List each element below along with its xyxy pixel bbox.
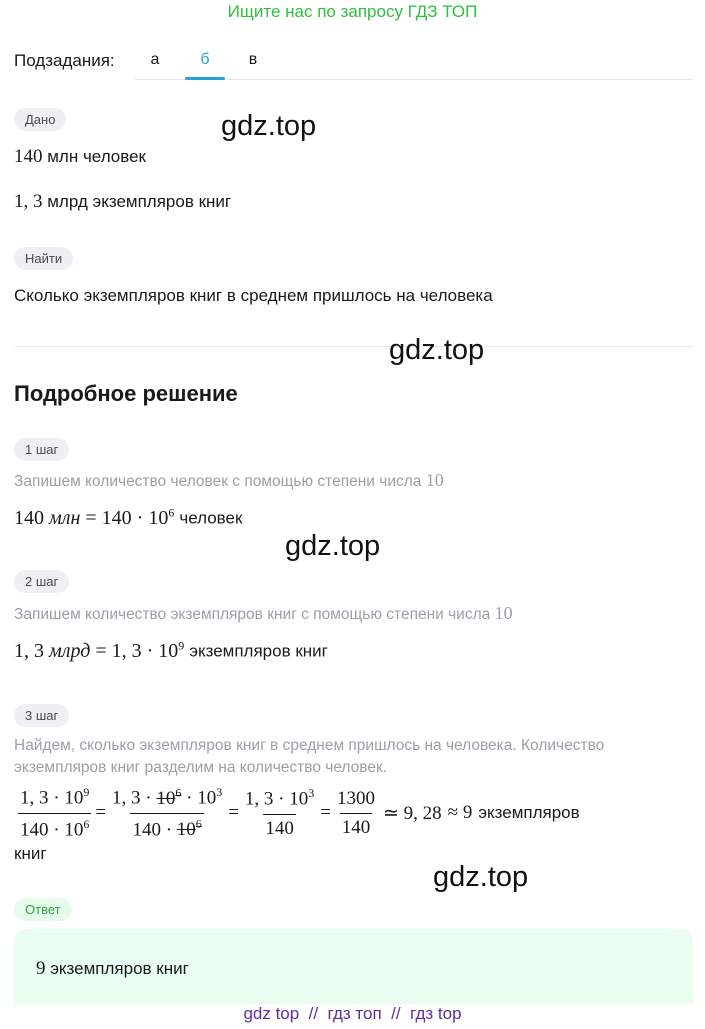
- step-2-exp: 9: [178, 638, 185, 652]
- footer-links[interactable]: gdz top // гдз топ // гдз top: [243, 1004, 462, 1023]
- step-2-desc-number: 10: [494, 603, 513, 623]
- answer-number: 9: [36, 958, 46, 979]
- fraction-2: $\frac{1, 3 \cdot 10^6 \cdot 10^3}{140 \cdot 10^6}$: [112, 785, 223, 840]
- approx-1: ≃ 9, 28: [382, 802, 442, 824]
- step-1-desc: [14, 470, 444, 491]
- given-text-2: млрд экземпляров книг: [47, 192, 232, 211]
- section-divider: [14, 346, 693, 347]
- step-1-unit: млн: [49, 506, 81, 529]
- equals-1: =: [95, 802, 107, 823]
- step-1-pill: 1 шаг: [14, 438, 69, 461]
- given-line-2: [14, 191, 231, 213]
- answer-unit: экземпляров книг: [50, 959, 189, 978]
- step-3-desc-line-2: экземпляров книг разделим на количество человек.: [14, 759, 388, 776]
- step-2-tail: экземпляров книг: [189, 641, 328, 661]
- step-1-desc-text: Запишем количество человек с помощью степени числа: [14, 473, 422, 490]
- step-1-rhs: = 140 · 10: [85, 506, 169, 529]
- step-2-desc-text: Запишем количество экземпляров книг с помощью степени числа: [14, 606, 491, 623]
- step-2-desc: [14, 603, 513, 624]
- find-text: Сколько экземпляров книг в среднем пришлось на человека: [14, 286, 493, 305]
- step-3-tail-1: экземпляров: [478, 803, 580, 822]
- step-1-exp: 6: [168, 505, 175, 519]
- given-text-1: млн человек: [47, 147, 146, 166]
- solution-title: Подробное решение: [14, 381, 238, 406]
- step-2-lhs: 1, 3: [14, 639, 44, 662]
- answer-text: [36, 958, 189, 980]
- tab-b[interactable]: б: [200, 51, 210, 68]
- fraction-4: $\frac{1300}{140}$: [336, 787, 375, 838]
- step-2-math: [14, 638, 328, 663]
- active-tab-indicator: [185, 77, 225, 80]
- step-3-tail-2: книг: [14, 844, 47, 863]
- search-banner: Ищите нас по запросу ГДЗ ТОП: [227, 2, 478, 21]
- equals-3: =: [320, 802, 331, 823]
- watermark: gdz.top: [221, 110, 317, 142]
- fraction-3: $\frac{1, 3 \cdot 10^3}{140}$: [244, 786, 315, 839]
- step-1-desc-number: 10: [425, 470, 444, 490]
- find-pill: Найти: [14, 247, 73, 270]
- watermark: gdz.top: [389, 334, 485, 366]
- given-pill: Дано: [14, 108, 66, 131]
- step-3-desc-line-1: Найдем, сколько экземпляров книг в среднем пришлось на человека. Количество: [14, 737, 605, 754]
- subtasks-label: Подзадания:: [14, 51, 115, 70]
- step-3-pill: 3 шаг: [14, 704, 69, 727]
- watermark: gdz.top: [433, 861, 529, 893]
- approx-2: ≈ 9: [447, 802, 473, 823]
- equals-2: =: [228, 802, 239, 823]
- given-number-1: 140: [14, 146, 43, 167]
- step-1-lhs: 140: [14, 506, 44, 529]
- answer-pill: Ответ: [14, 898, 72, 921]
- step-2-unit: млрд: [49, 639, 91, 662]
- given-line-1: [14, 146, 146, 168]
- tab-a[interactable]: а: [150, 51, 160, 68]
- step-1-tail: человек: [179, 508, 243, 528]
- given-number-2: 1, 3: [14, 191, 43, 212]
- step-2-rhs: = 1, 3 · 10: [95, 639, 179, 662]
- step-2-pill: 2 шаг: [14, 570, 69, 593]
- step-3-math: [14, 785, 580, 841]
- watermark: gdz.top: [285, 530, 381, 562]
- fraction-1: $\frac{1, 3 \cdot 10^9}{140 \cdot 10^6}$: [20, 785, 90, 840]
- step-1-math: [14, 505, 242, 530]
- tab-v[interactable]: в: [248, 51, 258, 68]
